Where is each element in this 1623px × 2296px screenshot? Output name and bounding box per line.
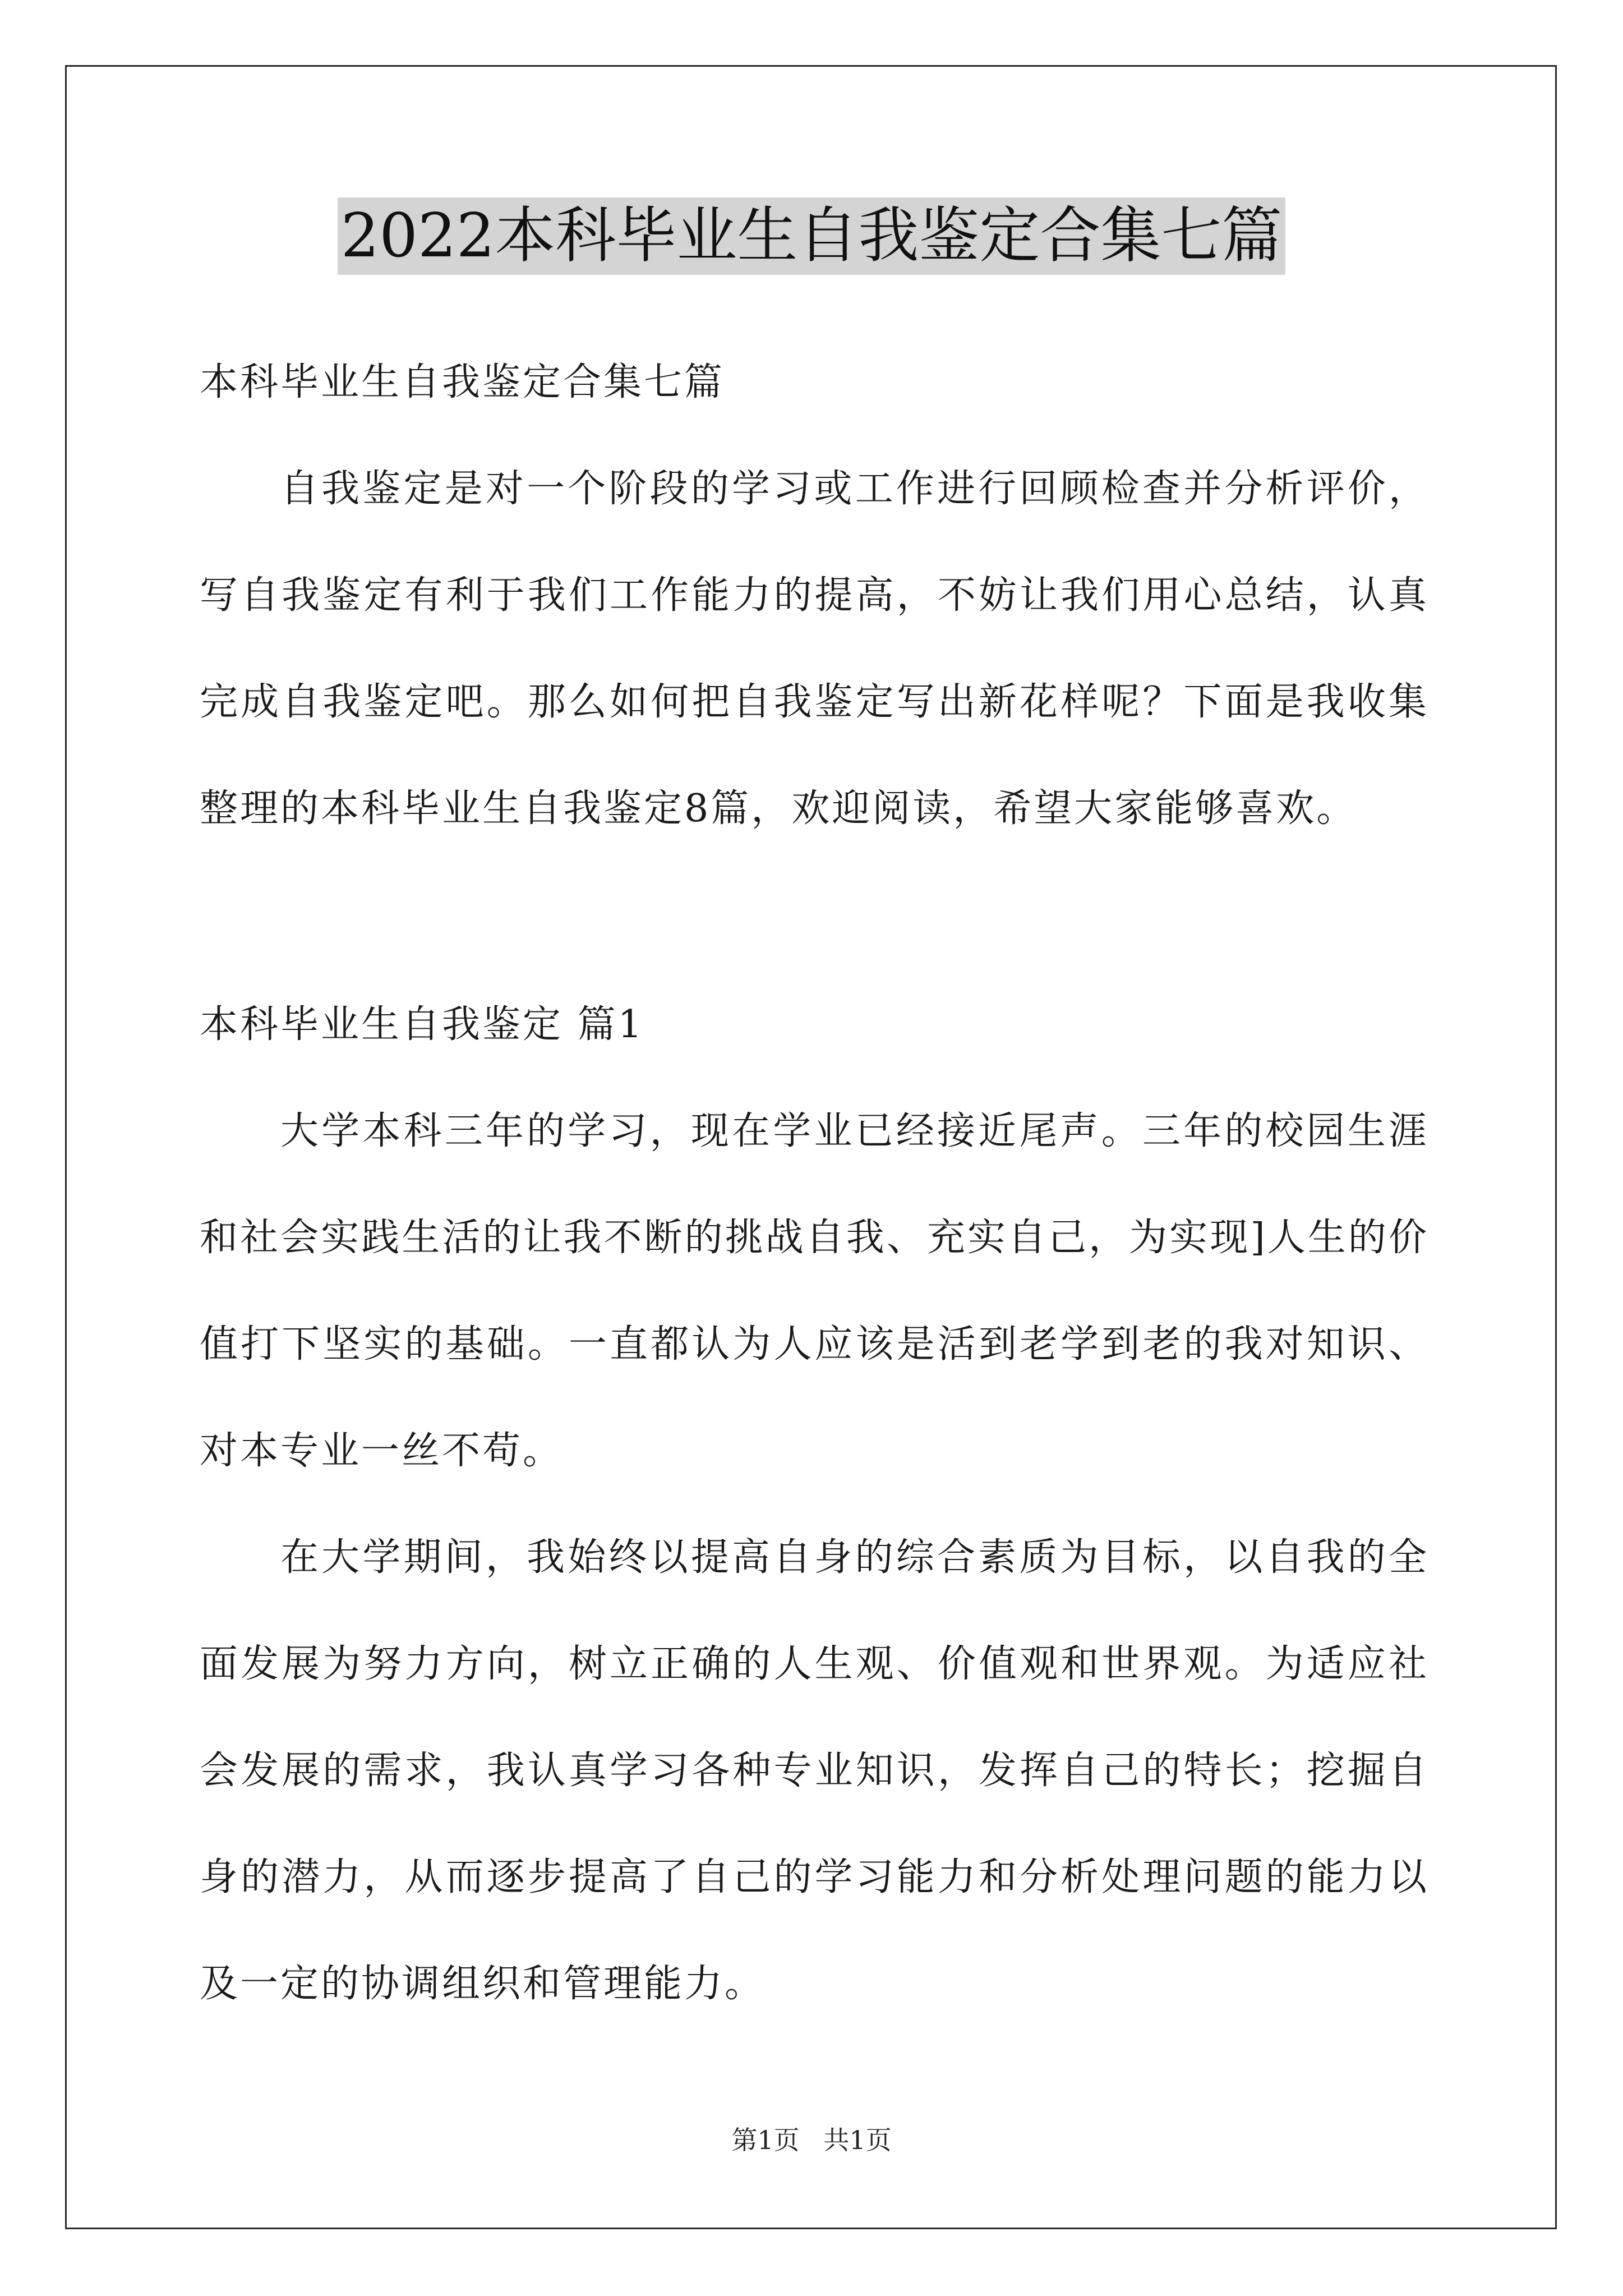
title-container <box>0 197 1623 275</box>
intro-paragraph: 自我鉴定是对一个阶段的学习或工作进行回顾检查并分析评价，写自我鉴定有利于我们工作能力的提高，不妨让我们用心总结，认真完成自我鉴定吧。那么如何把自我鉴定写出新花样呢？下面是我收集整理的本科毕业生自我鉴定8篇，欢迎阅读，希望大家能够喜欢。 <box>200 467 1429 831</box>
section1-paragraph-1: 大学本科三年的学习，现在学业已经接近尾声。三年的校园生涯和社会实践生活的让我不断的挑战自我、充实自己，为实现]人生的价值打下坚实的基础。一直都认为人应该是活到老学到老的我对知识、对本专业一丝不苟。 <box>200 1109 1429 1473</box>
document-title: 2022本科毕业生自我鉴定合集七篇 <box>338 197 1286 275</box>
page-total: 共1页 <box>823 2125 892 2155</box>
page-number: 第1页 <box>731 2125 800 2155</box>
section1-paragraph-2: 在大学期间，我始终以提高自身的综合素质为目标，以自我的全面发展为努力方向，树立正确的人生观、价值观和世界观。为适应社会发展的需求，我认真学习各种专业知识，发挥自己的特长；挖掘自身的潜力，从而逐步提高了自己的学习能力和分析处理问题的能力以及一定的协调组织和管理能力。 <box>200 1535 1429 2006</box>
page-footer <box>0 2123 1623 2157</box>
document-subtitle: 本科毕业生自我鉴定合集七篇 <box>200 360 725 404</box>
section-heading-1: 本科毕业生自我鉴定 篇1 <box>200 1002 644 1047</box>
